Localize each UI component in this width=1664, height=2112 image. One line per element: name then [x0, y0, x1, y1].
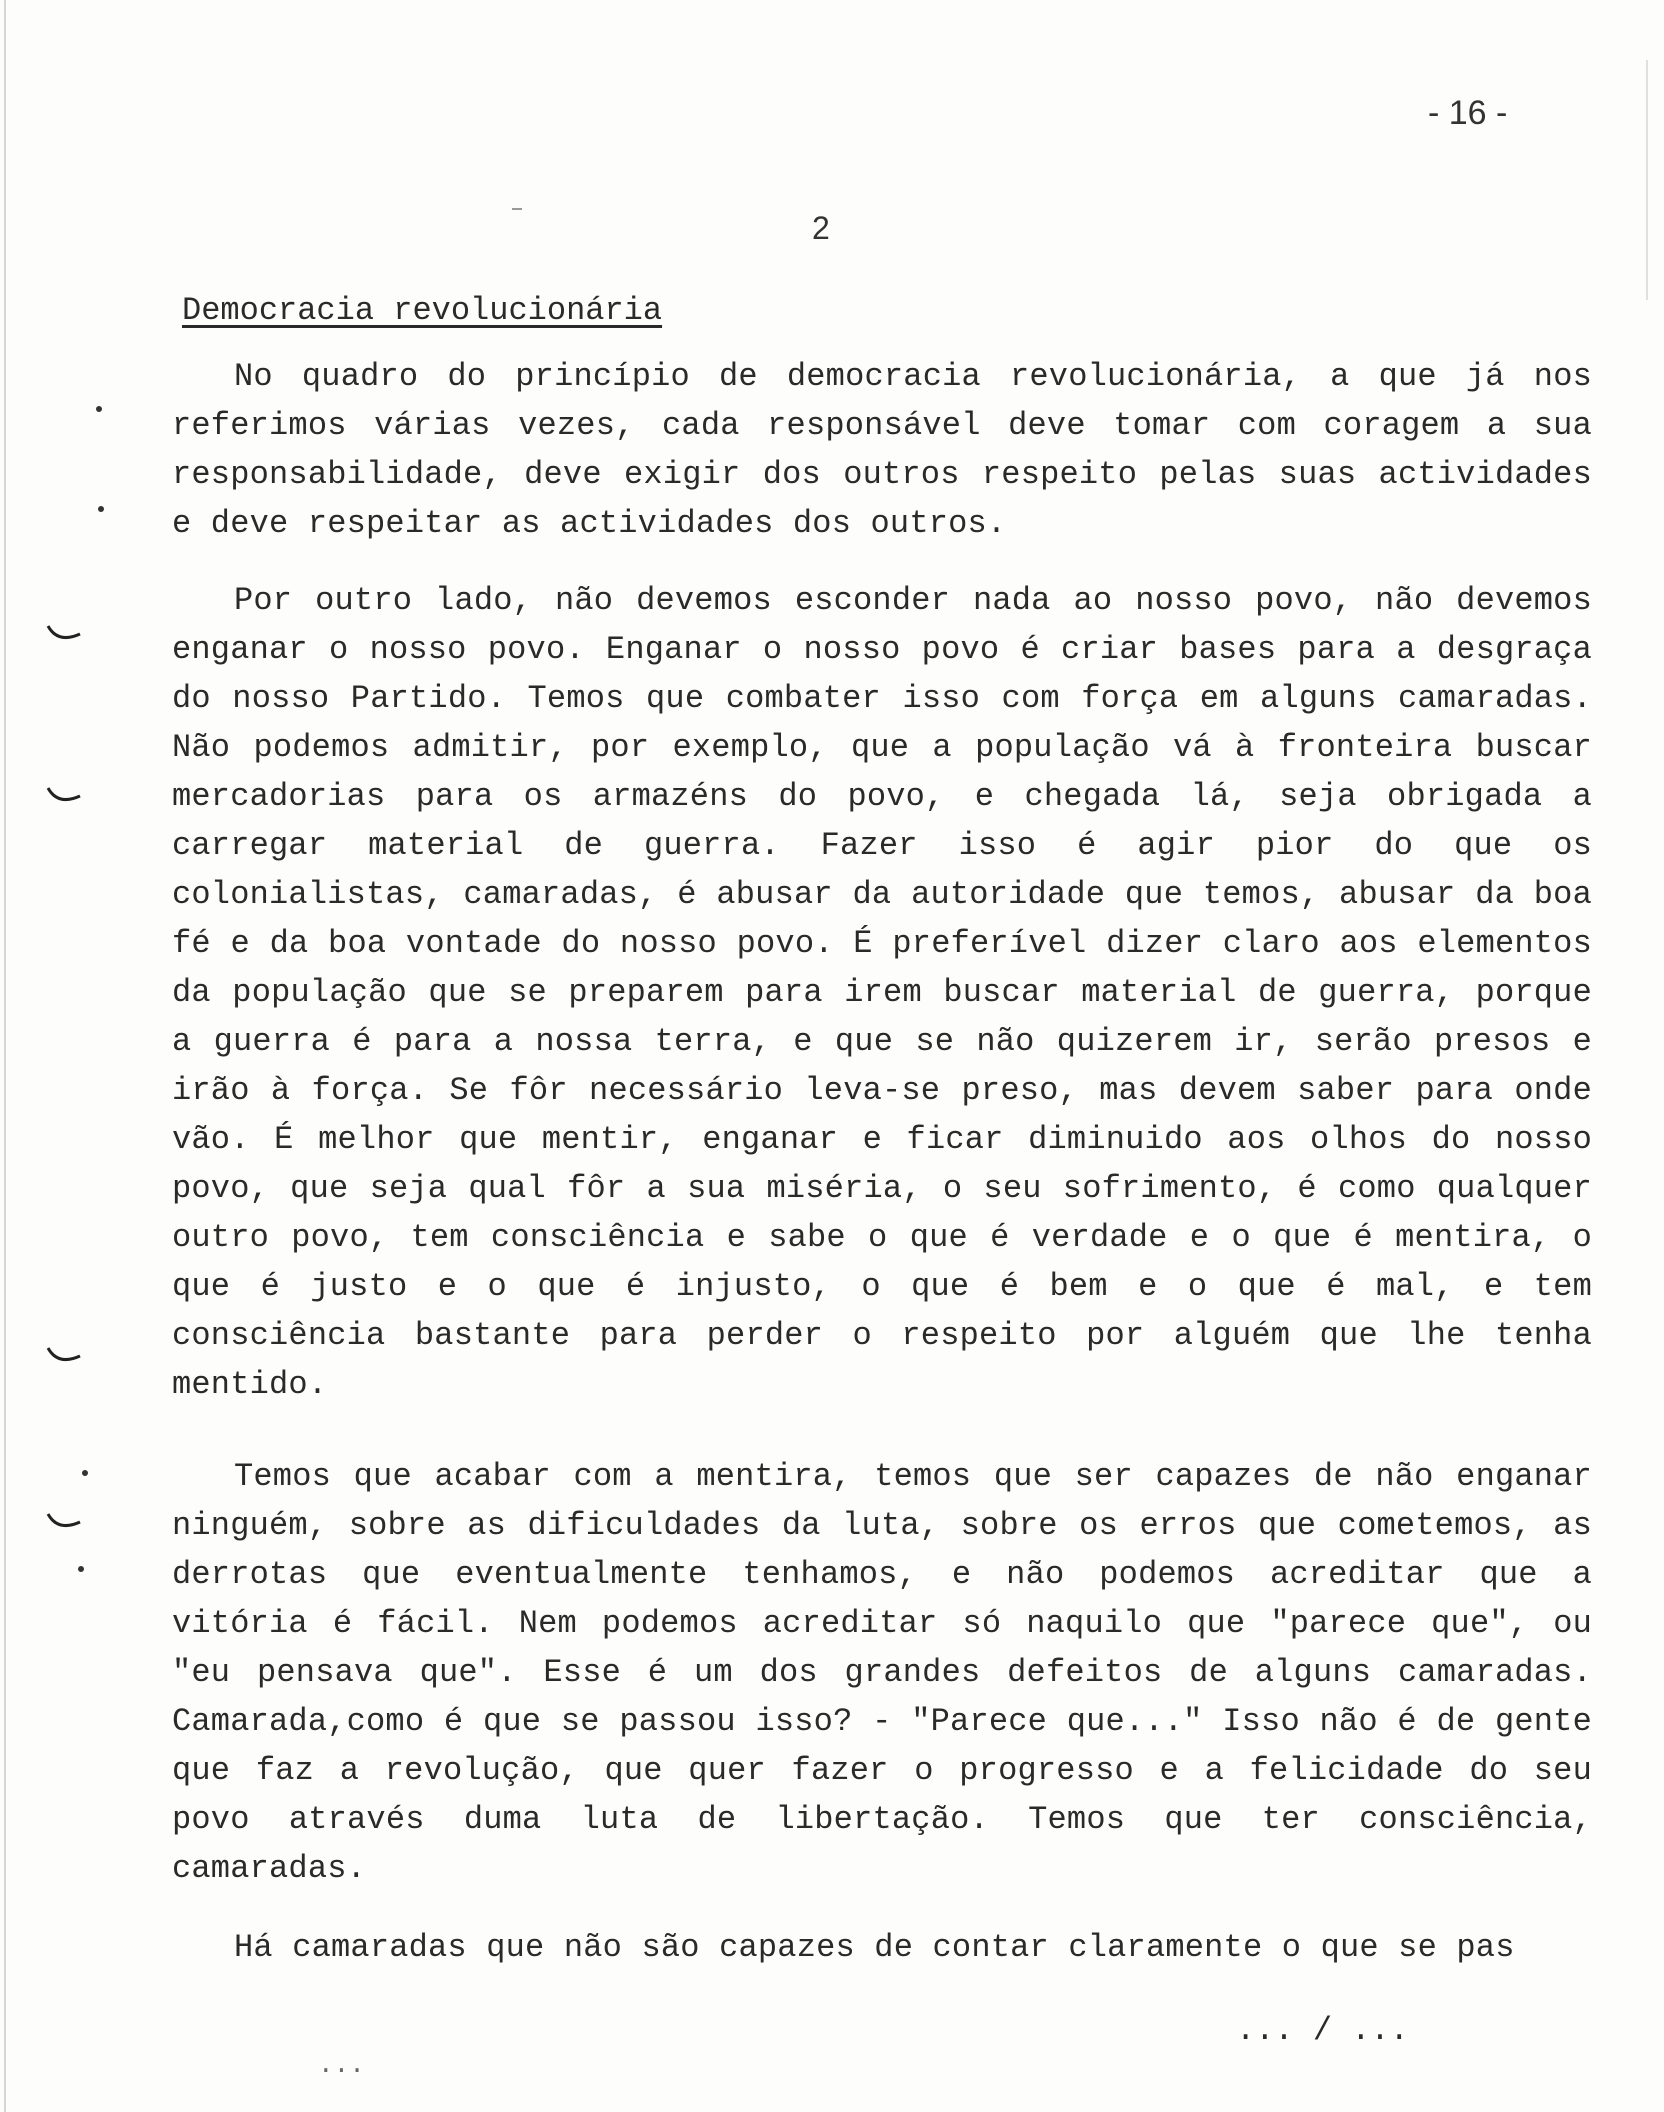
- paragraph-text: Temos que acabar com a mentira, temos que ser capazes de não enganar ninguém, sobre as dificuldades da luta, sobre os erros que cometemos, as derrotas que eventualmente tenhamos, e não podemos acreditar que a vitória é fácil. Nem podemos acreditar só naquilo que "parece que", ou "eu pensava que". Esse é um dos grandes defeitos de alguns camaradas. Camarada,como é que se passou isso? - "Parece que..." Isso não é de gente que faz a revolução, que quer fazer o progresso e a felicidade do seu povo através duma luta de libertação. Temos que ter consciência, camaradas.: [172, 1458, 1592, 1887]
- paragraph-text: Por outro lado, não devemos esconder nada ao nosso povo, não devemos enganar o nosso povo. Enganar o nosso povo é criar bases para a desgraça do nosso Partido. Temos que combater isso com força em alguns camaradas. Não podemos admitir, por exemplo, que a população vá à fronteira buscar mercadorias para os armazéns do povo, e chegada lá, seja obrigada a carregar material de guerra. Fazer isso é agir pior do que os colonialistas, camaradas, é abusar da autoridade que temos, abusar da boa fé e da boa vontade do nosso povo. É preferível dizer claro aos elementos da população que se preparem para irem buscar material de guerra, porque a guerra é para a nossa terra, e que se não quizerem ir, serão presos e irão à força. Se fôr necessário leva-se preso, mas devem saber para onde vão. É melhor que mentir, enganar e ficar diminuido aos olhos do nosso povo, que seja qual fôr a sua miséria, o seu sofrimento, é como qualquer outro povo, tem consciência e sabe o que é verdade e o que é mentira, o que é justo e o que é injusto, o que é bem e o que é mal, e tem consciência bastante para perder o respeito por alguém que lhe tenha mentido.: [172, 582, 1592, 1403]
- paragraph-text: No quadro do princípio de democracia revolucionária, a que já nos referimos várias vezes, cada responsável deve tomar com coragem a sua responsabilidade, deve exigir dos outros respeito pelas suas actividades e deve respeitar as actividades dos outros.: [172, 358, 1592, 542]
- margin-bracket-icon: [44, 1508, 84, 1538]
- page-number: - 16 -: [1428, 94, 1508, 132]
- scan-right-edge: [1646, 60, 1648, 300]
- paragraph-3: [172, 1452, 1592, 1893]
- margin-dot-icon: [82, 1470, 88, 1476]
- paragraph-2: [172, 576, 1592, 1409]
- margin-bracket-icon: [44, 782, 84, 812]
- margin-dot-icon: [78, 1566, 84, 1572]
- continuation-marker: ... / ...: [1236, 2012, 1409, 2049]
- margin-dot-icon: [96, 406, 102, 412]
- stray-mark: [512, 208, 522, 210]
- paragraph-text: Há camaradas que não são capazes de contar claramente o que se pas: [234, 1929, 1515, 1966]
- margin-bracket-icon: [44, 620, 84, 650]
- margin-dot-icon: [98, 506, 104, 512]
- margin-bracket-icon: [44, 1342, 84, 1372]
- section-number: 2: [812, 210, 830, 246]
- paragraph-4: [172, 1923, 1592, 1972]
- paragraph-1: [172, 352, 1592, 548]
- section-title: Democracia revolucionária: [182, 292, 663, 329]
- stray-dots: ...: [318, 2050, 365, 2080]
- scan-left-edge: [4, 0, 6, 2112]
